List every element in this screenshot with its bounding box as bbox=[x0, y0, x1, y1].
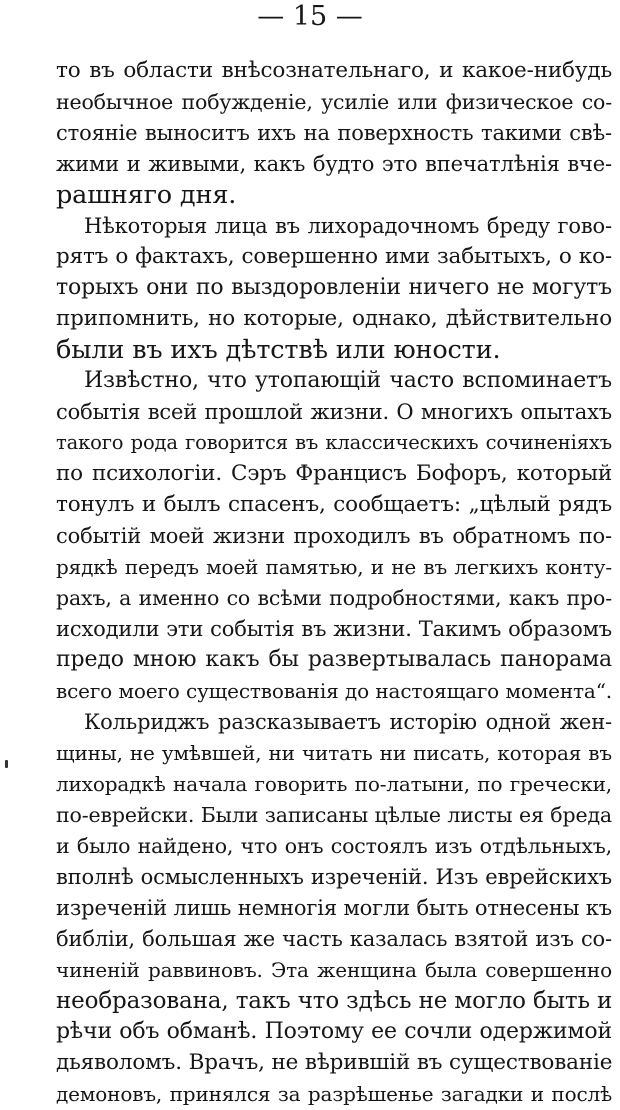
paragraph-first-line: Кольриджъ разсказываетъ исторію одной жен- bbox=[84, 710, 612, 734]
text-line: чиненій раввиновъ. Эта женщина была совершенно bbox=[56, 958, 612, 982]
text-line: торыхъ они по выздоровленіи ничего не могутъ bbox=[56, 275, 612, 300]
text-line: событія всей прошлой жизни. О многихъ опытахъ bbox=[56, 400, 612, 424]
text-line: дьяволомъ. Врачъ, не вѣрившій въ существованіе bbox=[56, 1050, 613, 1075]
text-line: всего моего существованія до настоящаго момента“. bbox=[56, 679, 612, 703]
text-line: рѣчи объ обманѣ. Поэтому ее сочли одержимой bbox=[56, 1019, 612, 1044]
text-line: стояніе выноситъ ихъ на поверхность такими свѣ- bbox=[56, 121, 612, 145]
text-line: необычное побужденіе, усиліе или физическое со- bbox=[56, 90, 612, 114]
text-line: рятъ о фактахъ, совершенно ими забытыхъ, о ко- bbox=[56, 244, 612, 269]
text-line: рахъ, а именно со всѣми подробностями, какъ про- bbox=[56, 586, 612, 610]
text-line: необразована, такъ что здѣсь не могло быть и bbox=[56, 988, 613, 1014]
text-line: рядкѣ передъ моей памятью, и не въ легкихъ конту- bbox=[56, 555, 612, 579]
text-line: по-еврейски. Были записаны цѣлые листы ея бреда bbox=[56, 803, 612, 827]
text-line: то въ области внѣсознательнаго, и какое-нибудь bbox=[56, 58, 612, 83]
text-line: припомнить, но которые, однако, дѣйствительно bbox=[56, 306, 612, 331]
text-line: жими и живыми, какъ будто это впечатлѣнія вче- bbox=[56, 152, 612, 176]
text-line: были въ ихъ дѣтствѣ или юности. bbox=[56, 335, 501, 365]
text-line: щины, не умѣвшей, ни читать ни писать, которая въ bbox=[56, 741, 612, 765]
text-line: такого рода говорится въ классическихъ сочиненіяхъ bbox=[56, 431, 612, 454]
page-number: — 15 — bbox=[257, 1, 363, 32]
text-line: библіи, большая же часть казалась взятой изъ со- bbox=[56, 927, 612, 951]
text-line: событій моей жизни проходилъ въ обратномъ по- bbox=[56, 524, 612, 548]
text-line: по психологіи. Сэръ Францисъ Бофоръ, который bbox=[56, 461, 612, 486]
margin-mark bbox=[5, 760, 8, 768]
text-line: и было найдено, что онъ состоялъ изъ отдѣльныхъ, bbox=[56, 834, 612, 858]
text-line: демоновъ, принялся за разрѣшенье загадки и послѣ bbox=[56, 1082, 612, 1106]
text-line: лихорадкѣ начала говорить по-латыни, по гречески, bbox=[56, 772, 612, 796]
paragraph-first-line: Нѣкоторыя лица въ лихорадочномъ бреду гово- bbox=[84, 214, 612, 238]
text-line: исходили эти событія въ жизни. Такимъ образомъ bbox=[56, 617, 612, 641]
text-line: предо мною какъ бы развертывалась панорама bbox=[56, 647, 612, 672]
text-line: вполнѣ осмысленныхъ изреченій. Изъ еврейскихъ bbox=[56, 865, 612, 889]
text-line: рашняго дня. bbox=[56, 180, 237, 210]
text-line: изреченій лишь немногія могли быть отнесены къ bbox=[56, 896, 612, 920]
text-line: тонулъ и былъ спасенъ, сообщаетъ: „цѣлый рядъ bbox=[56, 492, 612, 517]
paragraph-first-line: Извѣстно, что утопающій часто вспоминаетъ bbox=[84, 368, 612, 393]
